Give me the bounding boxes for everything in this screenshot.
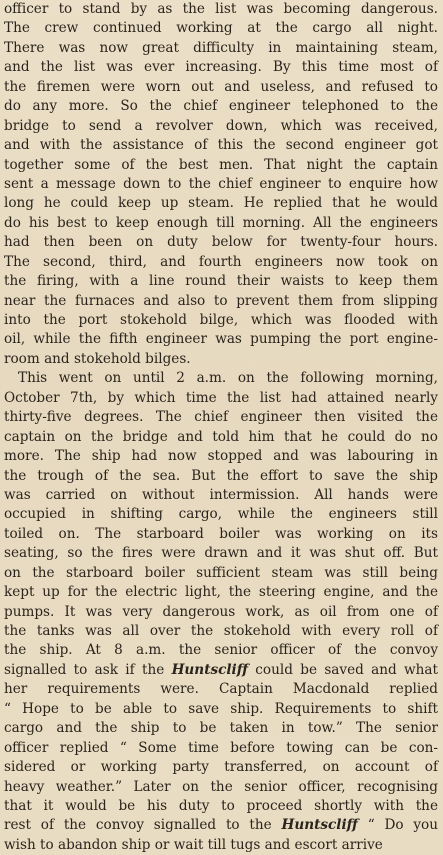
text-line — [4, 428, 438, 447]
text-run: cargo and the ship to be taken in tow.” The senior — [4, 720, 438, 737]
text-run: occupied in shifting cargo, while the engineers still — [4, 506, 438, 523]
text-run: the trough of the sea. But the effort to save the ship — [4, 467, 438, 484]
text-run: and with the assistance of this the second engineer got — [4, 137, 438, 154]
text-line — [4, 564, 438, 583]
text-line — [4, 39, 438, 58]
text-run: that it would be his duty to proceed shortly with the — [4, 797, 438, 814]
text-run: pumps. It was very dangerous work, as oil from one of — [4, 603, 438, 620]
text-line — [4, 816, 438, 835]
text-line — [4, 0, 438, 19]
text-run: seating, so the fires were drawn and it was shut off. But — [4, 545, 438, 562]
text-line — [4, 544, 438, 563]
text-run: the firing, with a line round their waists to keep them — [4, 273, 438, 290]
text-run: the tanks was all over the stokehold with every roll of — [4, 623, 438, 639]
text-line — [4, 292, 438, 311]
text-line — [4, 117, 438, 136]
text-run: kept up for the electric light, the steering engine, and the — [4, 584, 438, 601]
text-run: sidered or working party transferred, on account of — [4, 759, 438, 776]
text-line — [4, 680, 438, 699]
text-line — [4, 350, 438, 369]
text-run: oil, while the fifth engineer was pumping the port engine- — [4, 331, 438, 348]
text-line — [4, 175, 438, 194]
text-run: officer replied “ Some time before towing can be con- — [4, 739, 438, 756]
text-run: There was now great difficulty in maintaining steam, — [4, 39, 438, 56]
text-line — [4, 622, 438, 641]
text-line — [4, 641, 438, 660]
text-line — [4, 311, 438, 330]
text-line — [4, 661, 438, 680]
text-run: October 7th, by which time the list had attained nearly — [4, 389, 438, 406]
text-run: captain on the bridge and told him that he could do no — [4, 428, 438, 445]
text-run: thirty-five degrees. The chief engineer then visited the — [4, 409, 438, 426]
text-line — [4, 194, 438, 213]
text-line — [4, 700, 438, 719]
text-line — [4, 58, 438, 77]
body-text — [4, 0, 438, 855]
text-line — [4, 78, 438, 97]
text-run: rest of the convoy signalled to the — [4, 817, 282, 834]
text-line — [4, 389, 438, 408]
text-line — [4, 719, 438, 738]
text-run: her requirements were. Captain Macdonald replied — [4, 681, 438, 698]
text-run: officer to stand by as the list was becoming dangerous. — [4, 1, 438, 17]
text-run: The second, third, and fourth engineers now took on — [4, 253, 438, 270]
text-run: do any more. So the chief engineer telephoned to the — [4, 98, 438, 115]
text-line — [4, 583, 438, 602]
text-run: sent a message down to the chief engineer to enquire how — [4, 175, 438, 192]
text-run: into the port stokehold bilge, which was flooded with — [4, 312, 438, 328]
text-line — [4, 525, 438, 544]
ship-name: Huntscliff — [281, 817, 358, 834]
text-run: could be saved and what — [247, 661, 438, 678]
text-run: was carried on without intermission. All hands were — [4, 486, 438, 503]
text-run: The crew continued working at the cargo all night. — [4, 20, 438, 37]
text-run: This went on until 2 a.m. on the following morning, — [18, 370, 438, 387]
text-run: together some of the best men. That night the captain — [4, 156, 438, 173]
text-run: wish to abandon ship or wait till tugs and escort arrive — [4, 836, 383, 853]
text-run: room and stokehold bilges. — [4, 350, 191, 367]
text-run: “ Do you — [357, 817, 438, 834]
text-line — [4, 19, 438, 38]
text-run: bridge to send a revolver down, which was received, — [4, 117, 438, 134]
text-line — [4, 330, 438, 349]
text-run: and the list was ever increasing. By this time most of — [4, 59, 438, 76]
text-line — [4, 214, 438, 233]
text-line — [4, 253, 438, 272]
text-run: near the furnaces and also to prevent them from slipping — [4, 292, 438, 309]
text-line — [4, 836, 438, 855]
text-line — [4, 156, 438, 175]
text-run: “ Hope to be able to save ship. Requirements to shift — [4, 700, 438, 717]
text-line — [4, 447, 438, 466]
text-run: more. The ship had now stopped and was labouring in — [4, 448, 438, 465]
text-line — [4, 505, 438, 524]
text-run: the ship. At 8 a.m. the senior officer of the convoy — [4, 642, 438, 659]
text-line — [4, 369, 438, 388]
text-line — [4, 758, 438, 777]
text-run: toiled on. The starboard boiler was working on its — [4, 525, 438, 542]
text-run: do his best to keep enough till morning. All the engineers — [4, 214, 438, 231]
text-run: long he could keep up steam. He replied that he would — [4, 195, 438, 212]
text-line — [4, 136, 438, 155]
text-line — [4, 797, 438, 816]
text-run: signalled to ask if the — [4, 661, 172, 678]
text-run: the firemen were worn out and useless, and refused to — [4, 78, 438, 95]
text-line — [4, 486, 438, 505]
text-run: heavy weather.” Later on the senior officer, recognising — [4, 778, 438, 795]
text-run: on the starboard boiler sufficient steam was still being — [4, 564, 438, 581]
text-line — [4, 778, 438, 797]
text-line — [4, 408, 438, 427]
text-run: had then been on duty below for twenty-four hours. — [4, 234, 438, 251]
text-line — [4, 233, 438, 252]
paragraph — [4, 369, 438, 855]
text-line — [4, 467, 438, 486]
text-line — [4, 272, 438, 291]
text-line — [4, 603, 438, 622]
text-line — [4, 97, 438, 116]
ship-name: Huntscliff — [171, 661, 248, 678]
paragraph — [4, 0, 438, 369]
text-line — [4, 739, 438, 758]
